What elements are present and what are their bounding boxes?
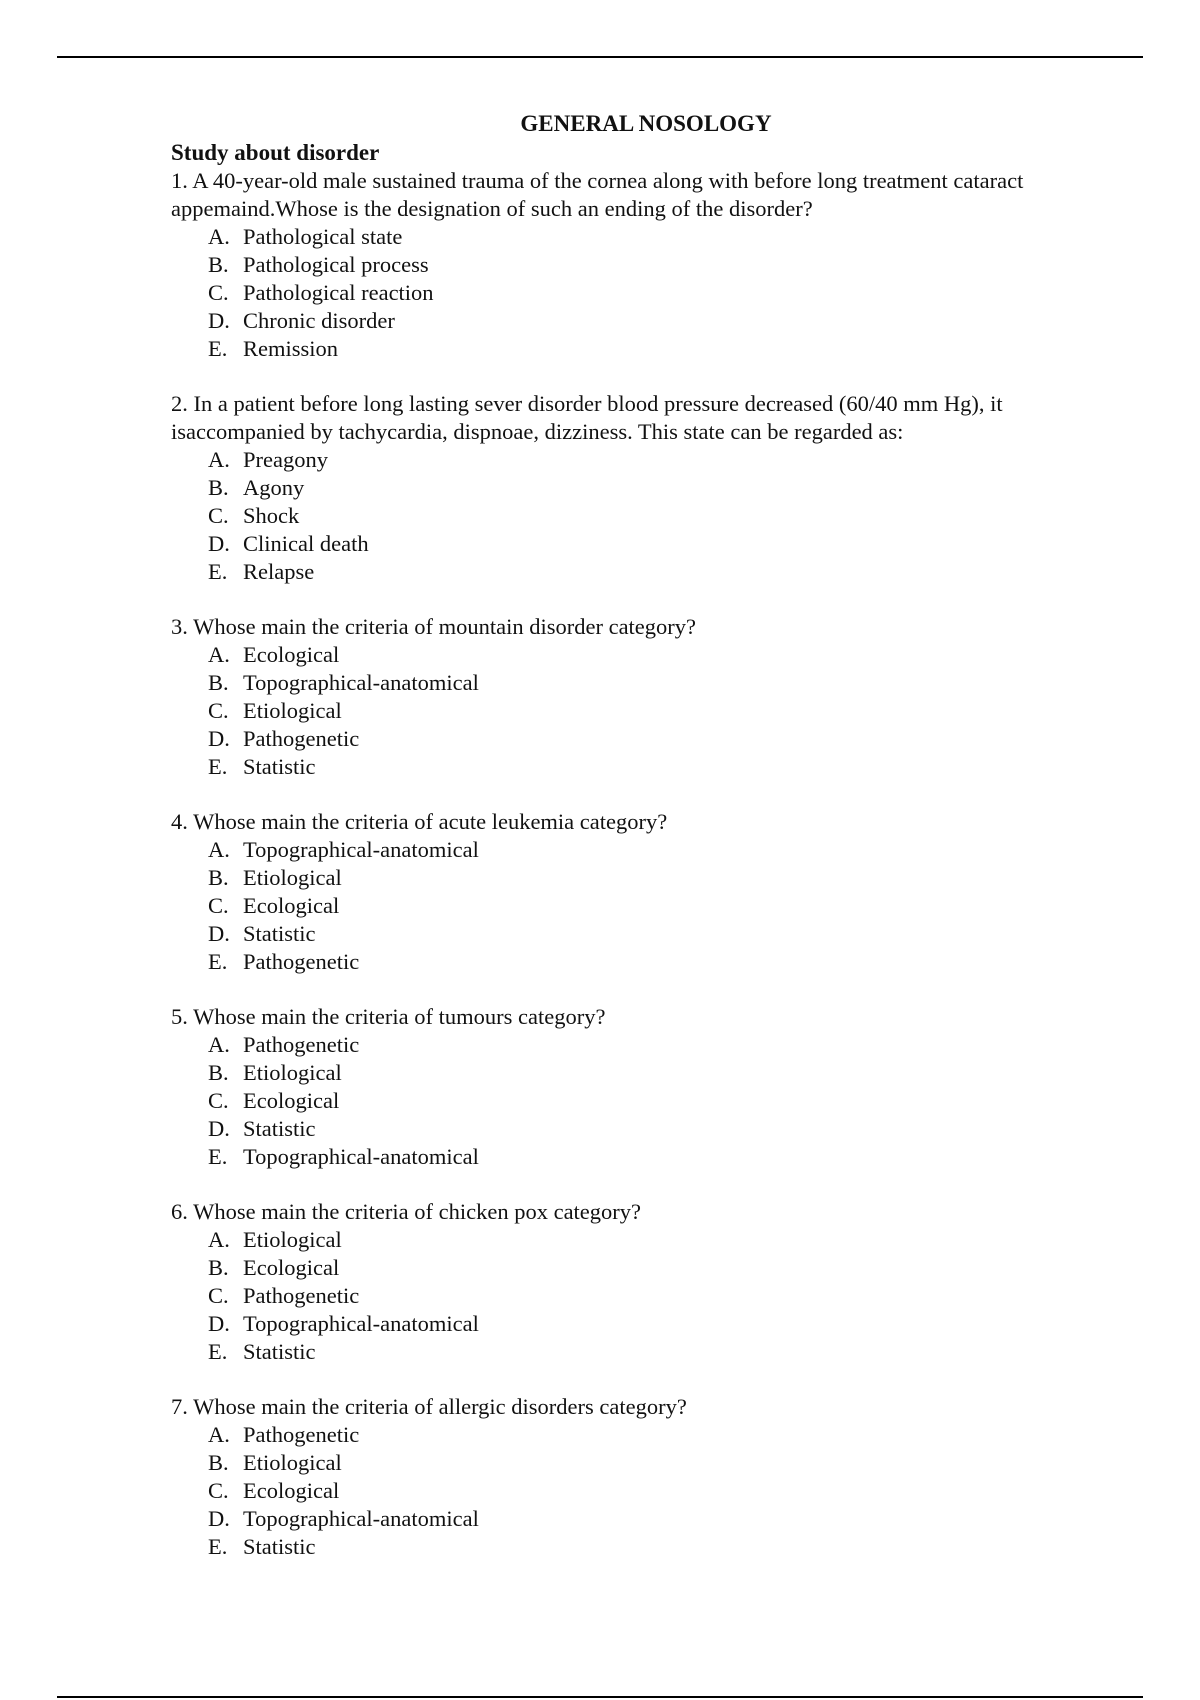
question-text: 1. A 40-year-old male sustained trauma of the cornea along with before long treatment cataract appemaind.Whose is the designation of such an ending of the disorder? <box>171 168 1024 221</box>
answer-option <box>208 864 1121 892</box>
bottom-rule <box>57 1696 1143 1698</box>
question-block <box>171 1003 1121 1171</box>
option-label: Pathological reaction <box>243 280 434 305</box>
answer-option <box>208 1143 1121 1171</box>
answer-options <box>171 836 1121 976</box>
answer-option <box>208 1310 1121 1338</box>
option-label: Statistic <box>243 1116 316 1141</box>
question-list <box>171 167 1121 1561</box>
option-label: Pathogenetic <box>243 1283 360 1308</box>
question-text: 5. Whose main the criteria of tumours category? <box>171 1004 606 1029</box>
answer-option <box>208 836 1121 864</box>
option-letter: B. <box>208 670 229 695</box>
option-label: Pathological process <box>243 252 429 277</box>
question-block <box>171 390 1121 586</box>
option-label: Chronic disorder <box>243 308 395 333</box>
option-letter: B. <box>208 1255 229 1280</box>
option-label: Pathogenetic <box>243 726 360 751</box>
answer-options <box>171 446 1121 586</box>
option-label: Etiological <box>243 698 342 723</box>
option-letter: A. <box>208 447 230 472</box>
answer-options <box>171 1421 1121 1561</box>
answer-option <box>208 223 1121 251</box>
answer-options <box>171 223 1121 363</box>
option-letter: D. <box>208 1311 230 1336</box>
question-block <box>171 1393 1121 1561</box>
question-text: 3. Whose main the criteria of mountain disorder category? <box>171 614 697 639</box>
option-label: Remission <box>243 336 339 361</box>
question-block <box>171 167 1121 363</box>
option-label: Statistic <box>243 1339 316 1364</box>
question-text: 7. Whose main the criteria of allergic disorders category? <box>171 1394 687 1419</box>
answer-option <box>208 446 1121 474</box>
option-label: Topographical-anatomical <box>243 1506 479 1531</box>
option-letter: D. <box>208 531 230 556</box>
option-label: Topographical-anatomical <box>243 1311 479 1336</box>
option-label: Ecological <box>243 1255 340 1280</box>
option-letter: E. <box>208 1144 228 1169</box>
option-label: Topographical-anatomical <box>243 1144 479 1169</box>
option-letter: B. <box>208 865 229 890</box>
question-block <box>171 1198 1121 1366</box>
option-letter: C. <box>208 503 229 528</box>
answer-option <box>208 1226 1121 1254</box>
option-label: Topographical-anatomical <box>243 670 479 695</box>
answer-option <box>208 1338 1121 1366</box>
answer-option <box>208 558 1121 586</box>
answer-option <box>208 641 1121 669</box>
answer-option <box>208 530 1121 558</box>
option-letter: B. <box>208 1060 229 1085</box>
option-letter: C. <box>208 280 229 305</box>
option-label: Topographical-anatomical <box>243 837 479 862</box>
option-letter: B. <box>208 252 229 277</box>
option-letter: A. <box>208 642 230 667</box>
answer-option <box>208 1115 1121 1143</box>
top-rule <box>57 56 1143 58</box>
answer-option <box>208 1505 1121 1533</box>
answer-options <box>171 641 1121 781</box>
answer-option <box>208 725 1121 753</box>
answer-option <box>208 1282 1121 1310</box>
option-letter: C. <box>208 893 229 918</box>
option-label: Clinical death <box>243 531 369 556</box>
option-label: Shock <box>243 503 300 528</box>
option-letter: D. <box>208 726 230 751</box>
answer-option <box>208 948 1121 976</box>
option-label: Agony <box>243 475 305 500</box>
option-letter: E. <box>208 949 228 974</box>
option-label: Etiological <box>243 1227 342 1252</box>
answer-options <box>171 1031 1121 1171</box>
answer-option <box>208 251 1121 279</box>
question-block <box>171 808 1121 976</box>
question-text: 4. Whose main the criteria of acute leukemia category? <box>171 809 668 834</box>
answer-option <box>208 279 1121 307</box>
option-letter: E. <box>208 754 228 779</box>
answer-option <box>208 307 1121 335</box>
option-letter: D. <box>208 1116 230 1141</box>
option-label: Statistic <box>243 1534 316 1559</box>
answer-option <box>208 1449 1121 1477</box>
answer-option <box>208 1477 1121 1505</box>
option-label: Etiological <box>243 1060 342 1085</box>
option-letter: C. <box>208 1283 229 1308</box>
answer-option <box>208 502 1121 530</box>
option-label: Relapse <box>243 559 315 584</box>
answer-options <box>171 1226 1121 1366</box>
option-letter: C. <box>208 1088 229 1113</box>
option-label: Pathogenetic <box>243 949 360 974</box>
option-letter: A. <box>208 1032 230 1057</box>
question-text: 2. In a patient before long lasting sever disorder blood pressure decreased (60/40 mm Hg), it isaccompanied by tachycardia, dispnoae, dizziness. This state can be regarded as: <box>171 391 1003 444</box>
option-label: Ecological <box>243 642 340 667</box>
option-label: Etiological <box>243 865 342 890</box>
answer-option <box>208 892 1121 920</box>
answer-option <box>208 1059 1121 1087</box>
answer-option <box>208 335 1121 363</box>
option-letter: E. <box>208 1534 228 1559</box>
option-letter: D. <box>208 308 230 333</box>
option-letter: E. <box>208 559 228 584</box>
option-label: Ecological <box>243 893 340 918</box>
question-text: 6. Whose main the criteria of chicken pox category? <box>171 1199 642 1224</box>
answer-option <box>208 697 1121 725</box>
answer-option <box>208 1421 1121 1449</box>
option-letter: A. <box>208 1227 230 1252</box>
answer-option <box>208 753 1121 781</box>
question-block <box>171 613 1121 781</box>
option-label: Etiological <box>243 1450 342 1475</box>
answer-option <box>208 1087 1121 1115</box>
section-heading: Study about disorder <box>171 140 380 165</box>
option-label: Pathological state <box>243 224 403 249</box>
option-letter: B. <box>208 475 229 500</box>
option-letter: A. <box>208 837 230 862</box>
option-label: Ecological <box>243 1478 340 1503</box>
option-letter: A. <box>208 224 230 249</box>
option-label: Statistic <box>243 921 316 946</box>
option-label: Statistic <box>243 754 316 779</box>
option-label: Pathogenetic <box>243 1422 360 1447</box>
option-letter: C. <box>208 1478 229 1503</box>
option-letter: A. <box>208 1422 230 1447</box>
option-letter: E. <box>208 336 228 361</box>
option-letter: B. <box>208 1450 229 1475</box>
answer-option <box>208 1254 1121 1282</box>
document-body <box>171 110 1121 1588</box>
answer-option <box>208 1031 1121 1059</box>
option-label: Ecological <box>243 1088 340 1113</box>
answer-option <box>208 1533 1121 1561</box>
option-label: Pathogenetic <box>243 1032 360 1057</box>
option-letter: D. <box>208 1506 230 1531</box>
option-letter: E. <box>208 1339 228 1364</box>
option-label: Preagony <box>243 447 328 472</box>
answer-option <box>208 920 1121 948</box>
option-letter: C. <box>208 698 229 723</box>
document-title: GENERAL NOSOLOGY <box>520 111 772 136</box>
answer-option <box>208 669 1121 697</box>
option-letter: D. <box>208 921 230 946</box>
answer-option <box>208 474 1121 502</box>
